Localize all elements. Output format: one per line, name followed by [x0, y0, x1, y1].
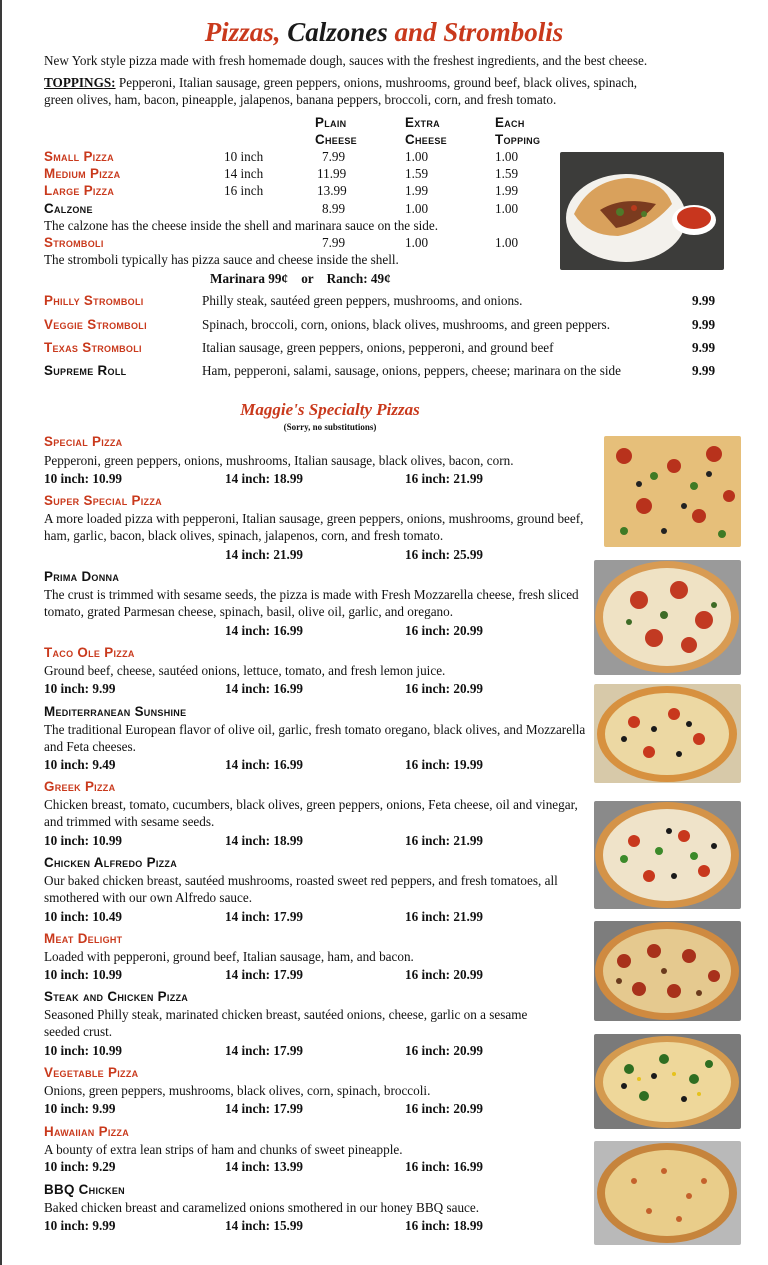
pizza-p10-steak-chicken: 10 inch: 10.99: [44, 1043, 123, 1058]
pizza-p16-prima-donna: 16 inch: 20.99: [405, 623, 484, 638]
pizza-p10-taco-ole: 10 inch: 9.99: [44, 681, 116, 696]
stromboli-desc-philly: Philly steak, sautéed green peppers, mushrooms, and onions.: [202, 293, 523, 308]
row-topping-small: 1.00: [495, 149, 519, 164]
row-name-small: Small Pizza: [44, 149, 114, 164]
stromboli-name-texas: Texas Stromboli: [44, 340, 142, 355]
header-extra-cheese: Extra Cheese: [405, 115, 447, 147]
pizza-desc-special: Pepperoni, green peppers, onions, mushrooms, Italian sausage, black olives, bacon, corn.: [44, 453, 514, 468]
mediterranean-photo: [594, 684, 741, 783]
pizza-name-mediterranean: Mediterranean Sunshine: [44, 704, 187, 719]
pizza-p16-bbq-chicken: 16 inch: 18.99: [405, 1218, 484, 1233]
stromboli-price-texas: 9.99: [692, 340, 716, 355]
toppings-line-2: green olives, ham, bacon, pineapple, jalapenos, banana peppers, broccoli, corn, and fresh tomato.: [44, 92, 557, 107]
title-pizzas: Pizzas,: [204, 17, 281, 47]
pizza-p10-hawaiian: 10 inch: 9.29: [44, 1159, 116, 1174]
pizza-p14-prima-donna: 14 inch: 16.99: [225, 623, 304, 638]
pizza-p14-bbq-chicken: 14 inch: 15.99: [225, 1218, 304, 1233]
row-topping-calzone: 1.00: [495, 201, 519, 216]
pizza-name-greek: Greek Pizza: [44, 779, 116, 794]
pizza-p14-mediterranean: 14 inch: 16.99: [225, 757, 304, 772]
row-extra-stromboli: 1.00: [405, 235, 429, 250]
special-pizza-photo: [604, 436, 741, 547]
pizza-p16-vegetable: 16 inch: 20.99: [405, 1101, 484, 1116]
row-plain-large: 13.99: [317, 183, 347, 198]
pizza-desc-vegetable: Onions, green peppers, mushrooms, black olives, corn, spinach, broccoli.: [44, 1083, 431, 1098]
greek-pizza-photo: [594, 801, 741, 909]
pizza-p10-greek: 10 inch: 10.99: [44, 833, 123, 848]
vegetable-pizza-photo: [594, 1034, 741, 1129]
row-topping-stromboli: 1.00: [495, 235, 519, 250]
pizza-desc-hawaiian: A bounty of extra lean strips of ham and chunks of sweet pineapple.: [44, 1142, 403, 1157]
row-size-medium: 14 inch: [224, 166, 264, 181]
header-plain-cheese: Plain Cheese: [315, 115, 357, 147]
pizza-p16-chicken-alfredo: 16 inch: 21.99: [405, 909, 484, 924]
pizza-p16-meat-delight: 16 inch: 20.99: [405, 967, 484, 982]
toppings-line-1: [44, 74, 637, 91]
pizza-name-meat-delight: Meat Delight: [44, 931, 123, 946]
pizza-p16-special: 16 inch: 21.99: [405, 471, 484, 486]
row-size-small: 10 inch: [224, 149, 264, 164]
pizza-p14-super-special: 14 inch: 21.99: [225, 547, 304, 562]
stromboli-note: The stromboli typically has pizza sauce and cheese inside the shell.: [44, 252, 399, 267]
pizza-p14-steak-chicken: 14 inch: 17.99: [225, 1043, 304, 1058]
stromboli-name-philly: Philly Stromboli: [44, 293, 144, 308]
intro-text: New York style pizza made with fresh homemade dough, sauces with the freshest ingredients, and the best cheese.: [44, 53, 648, 68]
page-left-border: [0, 0, 2, 1265]
stromboli-price-supreme: 9.99: [692, 363, 716, 378]
specialty-title: Maggie's Specialty Pizzas: [240, 400, 420, 419]
toppings-list-1: Pepperoni, Italian sausage, green peppers, onions, mushrooms, ground beef, black olives, spinach,: [118, 75, 638, 90]
pizza-name-taco-ole: Taco Ole Pizza: [44, 645, 135, 660]
pizza-p14-greek: 14 inch: 18.99: [225, 833, 304, 848]
pizza-desc-taco-ole: Ground beef, cheese, sautéed onions, lettuce, tomato, and fresh lemon juice.: [44, 663, 446, 678]
pizza-desc-mediterranean: The traditional European flavor of olive oil, garlic, fresh tomato oregano, black olives, and Mozzarella and Feta cheeses.: [44, 722, 586, 754]
stromboli-price-veggie: 9.99: [692, 317, 716, 332]
pizza-p10-meat-delight: 10 inch: 10.99: [44, 967, 123, 982]
sauce-prices: Marinara 99¢ or Ranch: 49¢: [210, 271, 391, 286]
row-plain-small: 7.99: [322, 149, 346, 164]
pizza-name-bbq-chicken: BBQ Chicken: [44, 1182, 125, 1197]
title-strombolis: and Strombolis: [394, 17, 564, 47]
pizza-desc-prima-donna: The crust is trimmed with sesame seeds, the pizza is made with Fresh Mozzarella cheese, fresh sliced tomato, grated Parmesan cheese, spinach, basil, olive oil, garlic, and oregano.: [44, 587, 579, 619]
row-extra-large: 1.99: [405, 183, 429, 198]
prima-donna-photo: [594, 560, 741, 675]
pizza-name-special: Special Pizza: [44, 434, 123, 449]
pizza-name-steak-chicken: Steak and Chicken Pizza: [44, 989, 189, 1004]
pizza-desc-steak-chicken: Seasoned Philly steak, marinated chicken breast, sautéed onions, cheese, garlic on a sesame seeded crust.: [44, 1007, 528, 1039]
calzone-note: The calzone has the cheese inside the shell and marinara sauce on the side.: [44, 218, 438, 233]
pizza-p14-hawaiian: 14 inch: 13.99: [225, 1159, 304, 1174]
pizza-name-vegetable: Vegetable Pizza: [44, 1065, 139, 1080]
toppings-label: TOPPINGS:: [44, 75, 116, 90]
pizza-desc-super-special: A more loaded pizza with pepperoni, Italian sausage, green peppers, onions, mushrooms, ground beef, ham, garlic, bacon, black olives, spinach, jalapenos, corn, and fresh tomato.: [44, 511, 584, 543]
pizza-p14-special: 14 inch: 18.99: [225, 471, 304, 486]
pizza-p16-taco-ole: 16 inch: 20.99: [405, 681, 484, 696]
header-each-topping: Each Topping: [495, 115, 541, 147]
pizza-p10-vegetable: 10 inch: 9.99: [44, 1101, 116, 1116]
pizza-p10-bbq-chicken: 10 inch: 9.99: [44, 1218, 116, 1233]
row-extra-medium: 1.59: [405, 166, 429, 181]
hawaiian-bbq-photo: [594, 1141, 741, 1245]
pizza-name-chicken-alfredo: Chicken Alfredo Pizza: [44, 855, 178, 870]
stromboli-desc-veggie: Spinach, broccoli, corn, onions, black olives, mushrooms, and green peppers.: [202, 317, 610, 332]
pizza-p10-chicken-alfredo: 10 inch: 10.49: [44, 909, 123, 924]
pizza-p14-meat-delight: 14 inch: 17.99: [225, 967, 304, 982]
row-name-medium: Medium Pizza: [44, 166, 121, 181]
pizza-name-prima-donna: Prima Donna: [44, 569, 120, 584]
pizza-p16-steak-chicken: 16 inch: 20.99: [405, 1043, 484, 1058]
row-extra-calzone: 1.00: [405, 201, 429, 216]
row-name-stromboli: Stromboli: [44, 235, 104, 250]
pizza-desc-meat-delight: Loaded with pepperoni, ground beef, Italian sausage, ham, and bacon.: [44, 949, 414, 964]
row-name-calzone: Calzone: [44, 201, 93, 216]
page-title: [0, 14, 768, 50]
pizza-desc-bbq-chicken: Baked chicken breast and caramelized onions smothered in our honey BBQ sauce.: [44, 1200, 480, 1215]
row-topping-medium: 1.59: [495, 166, 519, 181]
pizza-p16-hawaiian: 16 inch: 16.99: [405, 1159, 484, 1174]
pizza-desc-chicken-alfredo: Our baked chicken breast, sautéed mushrooms, roasted sweet red peppers, and fresh tomatoes, all smothered with our own Alfredo sauce.: [44, 873, 558, 905]
pizza-p16-super-special: 16 inch: 25.99: [405, 547, 484, 562]
specialty-note: (Sorry, no substitutions): [283, 422, 377, 432]
pizza-name-hawaiian: Hawaiian Pizza: [44, 1124, 130, 1139]
row-topping-large: 1.99: [495, 183, 519, 198]
pizza-p10-special: 10 inch: 10.99: [44, 471, 123, 486]
title-calzones: Calzones: [287, 17, 388, 47]
row-plain-stromboli: 7.99: [322, 235, 346, 250]
pizza-name-super-special: Super Special Pizza: [44, 493, 162, 508]
meat-delight-photo: [594, 921, 741, 1021]
pizza-p14-chicken-alfredo: 14 inch: 17.99: [225, 909, 304, 924]
row-plain-medium: 11.99: [317, 166, 347, 181]
calzone-photo: [560, 152, 724, 270]
pizza-p10-mediterranean: 10 inch: 9.49: [44, 757, 116, 772]
row-plain-calzone: 8.99: [322, 201, 346, 216]
pizza-p14-vegetable: 14 inch: 17.99: [225, 1101, 304, 1116]
pizza-p16-greek: 16 inch: 21.99: [405, 833, 484, 848]
row-name-large: Large Pizza: [44, 183, 115, 198]
pizza-p16-mediterranean: 16 inch: 19.99: [405, 757, 484, 772]
row-size-large: 16 inch: [224, 183, 264, 198]
stromboli-price-philly: 9.99: [692, 293, 716, 308]
pizza-desc-greek: Chicken breast, tomato, cucumbers, black olives, green peppers, onions, Feta cheese, oil and vinegar, and trimmed with sesame seeds.: [44, 797, 578, 829]
stromboli-name-veggie: Veggie Stromboli: [44, 317, 147, 332]
stromboli-desc-texas: Italian sausage, green peppers, onions, pepperoni, and ground beef: [202, 340, 554, 355]
stromboli-name-supreme: Supreme Roll: [44, 363, 127, 378]
pizza-p14-taco-ole: 14 inch: 16.99: [225, 681, 304, 696]
stromboli-desc-supreme: Ham, pepperoni, salami, sausage, onions, peppers, cheese; marinara on the side: [202, 363, 621, 378]
row-extra-small: 1.00: [405, 149, 429, 164]
